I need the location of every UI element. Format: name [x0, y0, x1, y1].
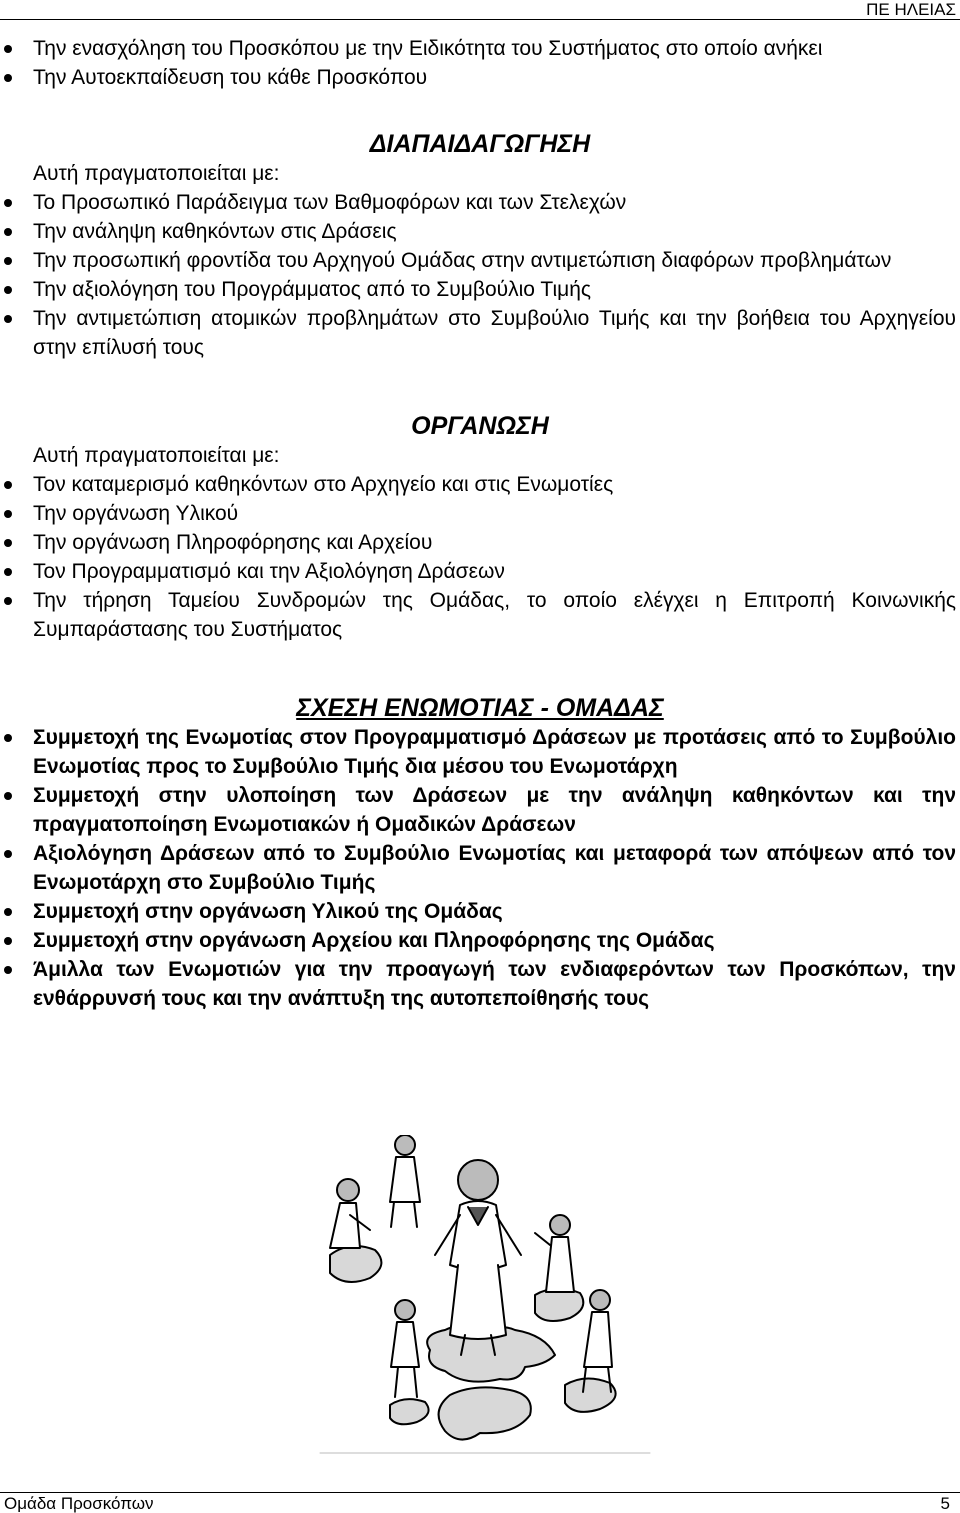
scout-figure-bottom-left [391, 1300, 419, 1397]
section-title-schesi: ΣΧΕΣΗ ΕΝΩΜΟΤΙΑΣ - ΟΜΑΔΑΣ [296, 694, 664, 722]
list-item: Την Αυτοεκπαίδευση του κάθε Προσκόπου [0, 63, 960, 92]
page-content [0, 34, 960, 1013]
scouts-puzzle-illustration [310, 1135, 660, 1460]
section-intro: Αυτή πραγματοποιείται με: [33, 162, 280, 185]
scout-figure-top [390, 1135, 420, 1227]
list-item: Συμμετοχή της Ενωμοτίας στον Προγραμματισμό Δράσεων με προτάσεις από το Συμβούλιο Ενωμοτίας προς το Συμβούλιο Τιμής δια μέσου του Ενωμοτάρχη [0, 723, 960, 781]
section-title-diapaidagogisi: ΔΙΑΠΑΙΔΑΓΩΓΗΣΗ [369, 130, 591, 158]
section-title-organosi: ΟΡΓΑΝΩΣΗ [411, 412, 549, 440]
list-item: Την ανάληψη καθηκόντων στις Δράσεις [0, 217, 960, 246]
diapaidagogisi-list [0, 188, 960, 362]
organosi-list [0, 470, 960, 644]
footer-title: Ομάδα Προσκόπων [4, 1494, 154, 1513]
header-text: ΠΕ ΗΛΕΙΑΣ [866, 0, 956, 19]
list-item: Την οργάνωση Υλικού [0, 499, 960, 528]
list-item: Συμμετοχή στην οργάνωση Υλικού της Ομάδας [0, 897, 960, 926]
list-item: Άμιλλα των Ενωμοτιών για την προαγωγή των ενδιαφερόντων των Προσκόπων, την ενθάρρυνσή τους και την ανάπτυξη της αυτοπεποίθησής τους [0, 955, 960, 1013]
section-intro: Αυτή πραγματοποιείται με: [33, 444, 280, 467]
footer-rule [0, 1492, 960, 1493]
list-item: Τον Προγραμματισμό και την Αξιολόγηση Δράσεων [0, 557, 960, 586]
list-item: Το Προσωπικό Παράδειγμα των Βαθμοφόρων και των Στελεχών [0, 188, 960, 217]
list-item: Την προσωπική φροντίδα του Αρχηγού Ομάδας στην αντιμετώπιση διαφόρων προβλημάτων [0, 246, 960, 275]
list-item: Την οργάνωση Πληροφόρησης και Αρχείου [0, 528, 960, 557]
scout-leader-figure [435, 1160, 521, 1355]
scout-figure-left [330, 1179, 370, 1248]
scout-figure-right [535, 1215, 574, 1292]
list-item: Τον καταμερισμό καθηκόντων στο Αρχηγείο και στις Ενωμοτίες [0, 470, 960, 499]
list-item: Την αντιμετώπιση ατομικών προβλημάτων στο Συμβούλιο Τιμής και την βοήθεια του Αρχηγείου στην επίλυσή τους [0, 304, 960, 362]
list-item: Την τήρηση Ταμείου Συνδρομών της Ομάδας, το οποίο ελέγχει η Επιτροπή Κοινωνικής Συμπαράστασης του Συστήματος [0, 586, 960, 644]
list-item: Συμμετοχή στην υλοποίηση των Δράσεων με την ανάληψη καθηκόντων και την πραγματοποίηση Ενωμοτιακών ή Ομαδικών Δράσεων [0, 781, 960, 839]
schesi-list [0, 723, 960, 1013]
list-item: Αξιολόγηση Δράσεων από το Συμβούλιο Ενωμοτίας και μεταφορά των απόψεων από τον Ενωμοτάρχη στο Συμβούλιο Τιμής [0, 839, 960, 897]
header-rule [0, 19, 960, 20]
scout-figure-bottom-right [583, 1290, 612, 1392]
page-number: 5 [940, 1494, 950, 1513]
top-list [0, 34, 960, 92]
list-item: Την αξιολόγηση του Προγράμματος από το Συμβούλιο Τιμής [0, 275, 960, 304]
list-item: Την ενασχόληση του Προσκόπου με την Ειδικότητα του Συστήματος στο οποίο ανήκει [0, 34, 960, 63]
list-item: Συμμετοχή στην οργάνωση Αρχείου και Πληροφόρησης της Ομάδας [0, 926, 960, 955]
